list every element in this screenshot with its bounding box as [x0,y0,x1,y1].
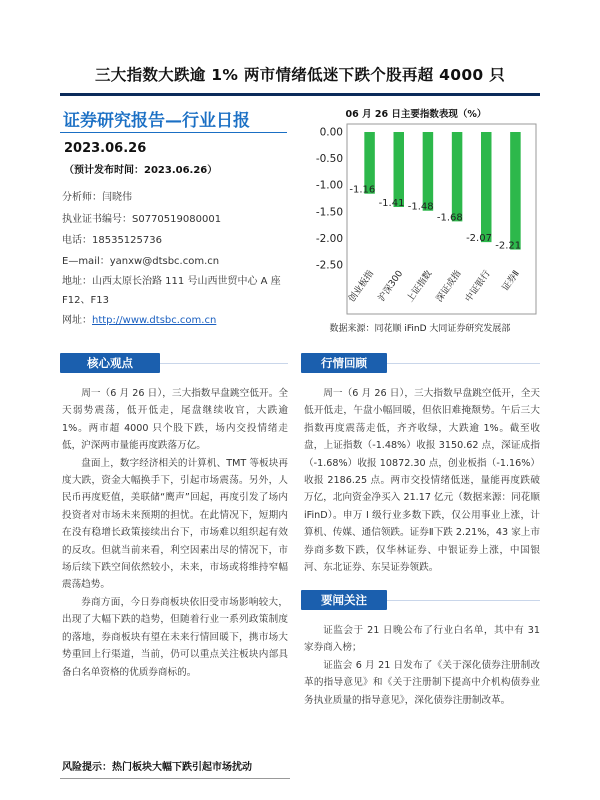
core-paragraph: 盘面上，数字经济相关的计算机、TMT 等板块再度大跌，资金大幅换手下，引起市场震荡。另外，人民币再度贬值，美联储“鹰声”回起，再度引发了场内投资者对市场未来预期的担忧。在此情况下，短期内在没有稳增长政策接续出台下，市场难以组织起有效的反攻。但就当前来看，利空因素出尽的情况下，市场后续下跌空间依然较小，未来，市场或将维持窄幅震荡趋势。 [62,457,288,591]
news-paragraph: 证监会 6 月 21 日发布了《关于深化债券注册制改革的指导意见》和《关于注册制下提高中介机构债券业务执业质量的指导意见》，深化债券注册制改革。 [304,659,540,706]
x-tick-label: 中证银行 [463,268,493,305]
y-tick-label: -2.00 [315,232,343,245]
publish-time: （预计发布时间：2023.06.26） [64,165,218,176]
core-paragraph: 券商方面，今日券商板块依旧受市场影响较大，出现了大幅下跌的趋势，但随着行业一系列政策制度的落地，券商板块有望在未来行情回暖下，携市场大势重回上行渠道，当前，仍可以重点关注板块内部具备白名单资格的优质券商标的。 [62,596,288,678]
core-paragraph: 周一（6 月 26 日），三大指数早盘跳空低开。全天弱势震荡，低开低走，尾盘继续收官，大跌逾 1%。两市超 4000 只个股下跌，场内交投情绪走低，沪深两市量能再度跌落万亿。 [62,388,288,452]
bar [394,132,405,207]
analyst-cert: 执业证书编号：S0770519080001 [62,214,222,225]
analyst-name: 分析师：闫晓伟 [62,192,132,203]
index-performance-chart [300,122,550,322]
bar-value-label: -2.21 [495,240,522,252]
analyst-address-cont: F12、F13 [62,295,109,306]
analyst-phone: 电话：18535125736 [62,235,162,246]
news-paragraph: 证监会于 21 日晚公布了行业白名单，其中有 31 家券商入榜； [304,625,540,654]
chart-source: 数据来源：同花顺 iFinD 大同证券研究发展部 [329,324,511,334]
bar [481,132,492,242]
y-tick-label: -1.00 [315,179,343,192]
risk-warning: 风险提示：热门板块大幅下跌引起市场扰动 [62,762,252,773]
report-date: 2023.06.26 [64,141,147,156]
report-title-divider [60,132,287,133]
bar [510,132,521,250]
bar-value-label: -1.41 [378,198,405,210]
section-divider [160,363,288,364]
y-tick-label: -2.50 [315,259,343,272]
bar [423,132,434,211]
market-paragraph: 周一（6 月 26 日），三大指数早盘跳空低开，全天低开低走，午盘小幅回暖，但依旧难掩颓势。午后三大指数再度震荡走低，齐齐收绿，大跌逾 1%。截至收盘，上证指数（-1.48%）收报 3150.62 点，深证成指（-1.68%）收报 10872.30 点，创业板指（-1.16%）收报 2186.25 点。两市交投情绪低迷，量能再度跌破万亿，北向资金净买入 21.17 亿元（数据来源：同花顺 iFinD）。申万 I 级行业多数下跌，仅公用事业上涨，计算机、传媒、通信领跌。证券Ⅱ下跌 2.21%，43 家上市券商多数下跌，仅华林证券、中银证券上涨，中国银河、东北证券、东吴证券领跌。 [304,388,540,574]
y-tick-label: -1.50 [315,206,343,219]
headline-divider [60,93,540,96]
website-link[interactable]: http://www.dtsbc.com.cn [92,315,217,326]
bar-value-label: -1.68 [436,212,463,224]
y-tick-label: 0.00 [319,126,343,139]
chart-title: 06 月 26 日主要指数表现（%） [345,109,487,120]
bar-value-label: -1.48 [407,201,434,213]
bar [452,132,463,221]
x-tick-label: 证券Ⅱ [500,268,522,294]
section-divider [387,600,540,601]
y-tick-label: -0.50 [315,153,343,166]
report-type-title: 证券研究报告—行业日报 [63,111,250,131]
news-text [304,622,540,709]
x-tick-label: 上证指数 [405,268,435,305]
analyst-address: 地址：山西太原长治路 111 号山西世贸中心 A 座 [62,276,281,287]
x-tick-label: 深证成指 [434,268,464,305]
website-label: 网址： [62,315,92,326]
bar-value-label: -1.16 [349,184,376,196]
x-tick-label: 沪深300 [376,268,406,304]
bar-value-label: -2.07 [466,233,492,245]
risk-divider [60,778,290,779]
section-divider [387,363,540,364]
section-core-view: 核心观点 [60,353,160,373]
analyst-email: E—mail：yanxw@dtsbc.com.cn [62,256,220,267]
report-headline: 三大指数大跌逾 1% 两市情绪低迷下跌个股再超 4000 只 [94,66,506,84]
x-tick-label: 创业板指 [347,268,377,305]
core-view-text [62,385,288,681]
website-row [62,314,216,328]
market-review-text [304,385,540,576]
section-news: 要闻关注 [301,590,387,610]
section-market-review: 行情回顾 [301,353,387,373]
